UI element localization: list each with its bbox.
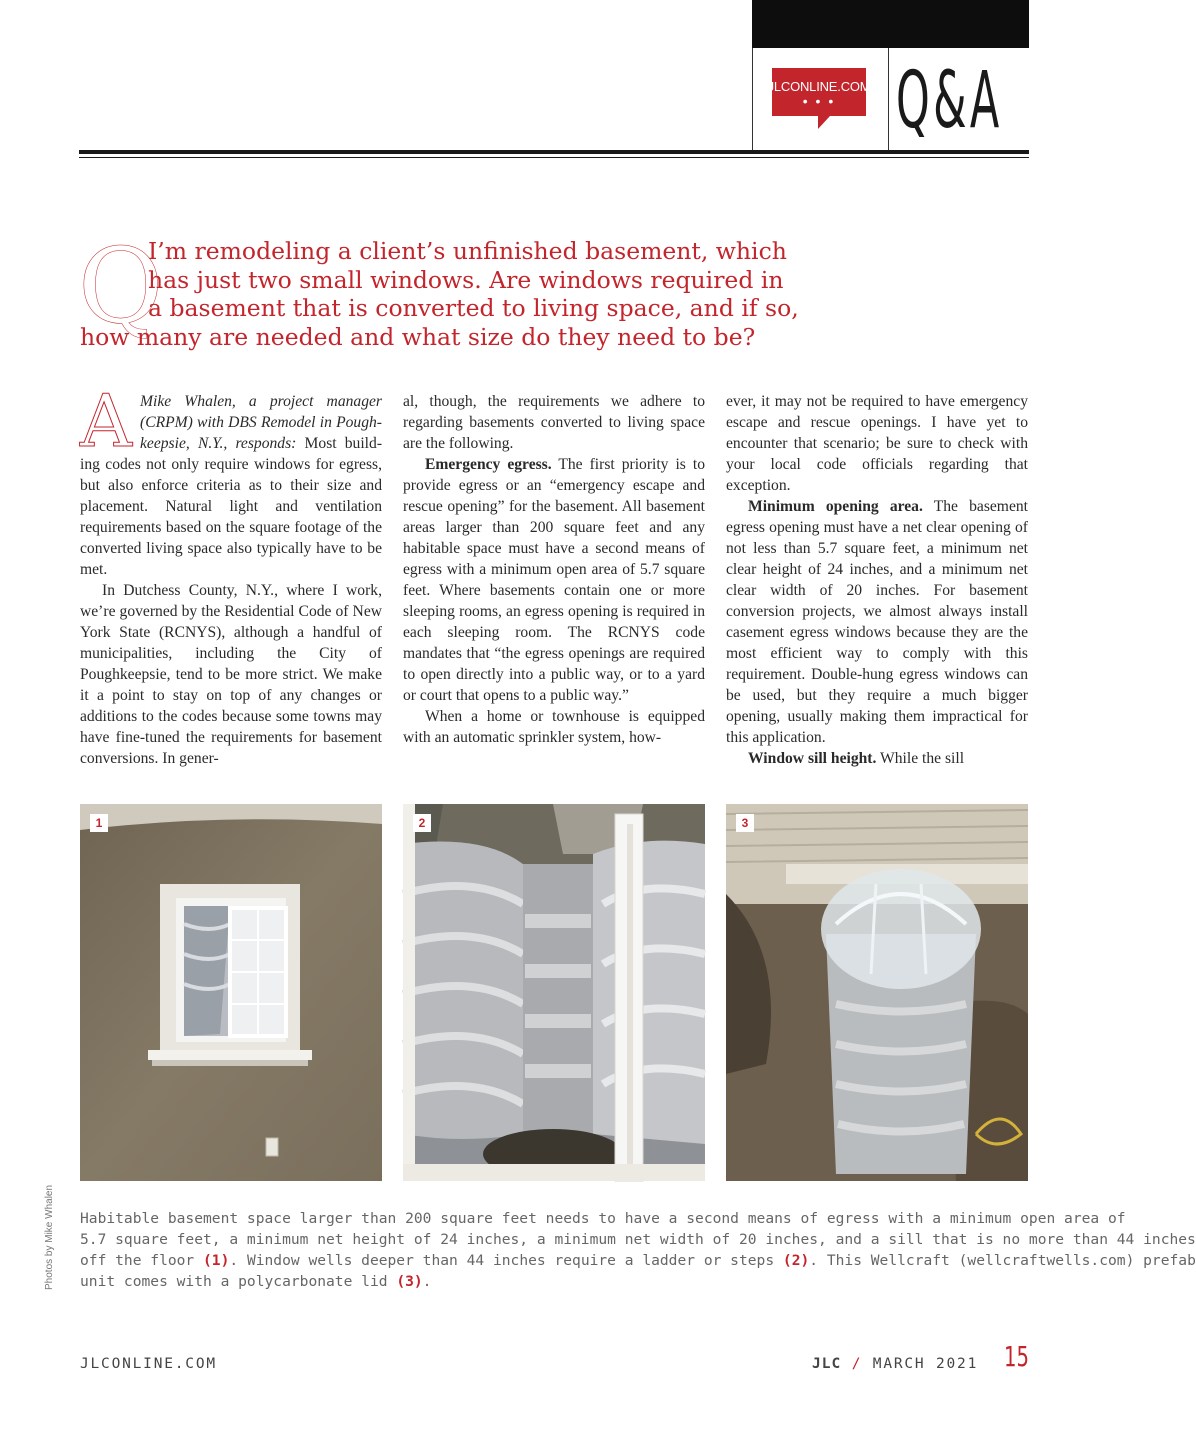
footer-mag: JLC <box>812 1356 842 1372</box>
footer-separator: / <box>841 1356 873 1372</box>
photo-number-badge: 1 <box>90 814 108 832</box>
answer-initial: A <box>80 379 132 463</box>
logo-dots: • • • <box>802 92 836 109</box>
photo-window-well-steps <box>403 804 705 1181</box>
caption-photo-ref: (2) <box>782 1252 810 1269</box>
caption-text: . <box>422 1273 432 1290</box>
answer-intro-line <box>80 433 382 454</box>
footer-issue <box>812 1356 978 1372</box>
subhead: Minimum opening area. <box>748 498 923 515</box>
caption-text: . This Wellcraft (wellcraftwells.com) prefab <box>809 1252 1196 1269</box>
jlc-logo[interactable] <box>767 68 871 116</box>
logo-text: JLCONLINE.COM <box>767 78 871 94</box>
photo-prefab-well-lid <box>726 804 1028 1181</box>
body-paragraph: al, though, the requirements we adhere to regarding basements converted to living space are the following. <box>403 393 705 452</box>
caption-line: Habitable basement space larger than 200 square feet needs to have a second means of egress with a minimum open area of <box>80 1210 1126 1227</box>
body-paragraph: In Dutchess County, N.Y., where I work, we’re governed by the Residential Code of New York State (RCNYS), although a handful of municipalities, including the City of Poughkeepsie, tend to be more strict. We make it a point to stay on top of any changes or additions to the codes because some towns may have fine-tuned the requirements for basement conversions. In gener- <box>80 582 382 767</box>
body-text: The first priority is to provide egress or an “emergency escape and rescue opening” for the basement. All basement areas larger than 200 square feet and any habitable space must have a second means of egress with a minimum open area of 5.7 square feet. Where basements contain one or more sleeping rooms, an egress opening is required in each sleeping room. The RCNYS code mandates that “the egress openings are required to open directly into a public way, or to a yard or court that opens to a public way.” <box>403 456 705 704</box>
photo-caption <box>80 1208 1196 1292</box>
speech-bubble-tail-icon <box>818 116 830 129</box>
question-line: has just two small windows. Are windows required in <box>148 265 784 294</box>
body-text: While the sill <box>876 750 965 767</box>
author-intro: (CRPM) with DBS Remodel in Pough- <box>140 414 382 431</box>
subhead: Emergency egress. <box>425 456 552 473</box>
caption-line <box>80 1250 1196 1271</box>
question-initial: Q <box>78 225 164 347</box>
page-number: 15 <box>1004 1340 1029 1373</box>
caption-photo-ref: (3) <box>396 1273 423 1290</box>
answer-intro-line <box>80 391 382 412</box>
footer-site[interactable]: JLCONLINE.COM <box>80 1356 217 1372</box>
body-text: Most build- <box>296 435 383 452</box>
author-intro: Mike Whalen, a project manager <box>140 393 382 410</box>
header-rule <box>79 150 1029 154</box>
article-column-2 <box>403 391 705 748</box>
article-column-3 <box>726 391 1028 769</box>
caption-text: unit comes with a polycarbonate lid <box>80 1273 397 1290</box>
question-line: I’m remodeling a client’s unfinished basement, which <box>148 237 787 265</box>
header-divider <box>752 48 753 152</box>
section-title: Q&A <box>896 56 1003 146</box>
footer-date: MARCH 2021 <box>872 1356 979 1372</box>
caption-photo-ref: (1) <box>203 1252 230 1269</box>
question-line: a basement that is converted to living space, and if so, <box>148 294 799 323</box>
photo-number-badge: 3 <box>736 814 754 832</box>
caption-line: 5.7 square feet, a minimum net height of 24 inches, a minimum net width of 20 inches, and a sill that is no more than 44 inches <box>80 1231 1196 1248</box>
window-well-illustration <box>403 804 705 1181</box>
photo-number-badge: 2 <box>413 814 431 832</box>
author-intro: keepsie, N.Y., responds: <box>140 435 297 452</box>
subhead: Window sill height. <box>748 750 877 767</box>
caption-text: . Window wells deeper than 44 inches require a ladder or steps <box>229 1252 783 1269</box>
photo-credit: Photos by Mike Whalen <box>44 1184 55 1290</box>
caption-text: off the floor <box>80 1252 204 1269</box>
answer-intro-line <box>80 412 382 433</box>
body-paragraph: When a home or townhouse is equipped with an automatic sprinkler system, how- <box>403 708 705 746</box>
body-paragraph <box>726 496 1028 748</box>
body-paragraph <box>726 748 1028 769</box>
question-text <box>80 237 840 352</box>
prefab-well-illustration <box>726 804 1028 1181</box>
body-paragraph: ever, it may not be required to have emergency escape and rescue openings. I have yet to encounter that scenario; be sure to check with your local code officials regarding that exception. <box>726 393 1028 494</box>
body-paragraph: ing codes not only require windows for egress, but also enforce criteria as to their size and placement. Natural light and ventilation requirements based on the square footage of the converted living space also typically have to be met. <box>80 456 382 578</box>
basement-window-illustration <box>80 804 382 1181</box>
question-line: how many are needed and what size do they need to be? <box>80 323 756 352</box>
body-paragraph <box>403 454 705 706</box>
header-black-bar <box>752 0 1029 48</box>
photo-basement-window <box>80 804 382 1181</box>
body-text: The basement egress opening must have a net clear opening of not less than 5.7 square feet, a minimum net clear height of 24 inches, and a minimum net clear width of 20 inches. For basement conversion projects, we almost always install casement egress windows because they are the most efficient way to comply with this requirement. Double-hung egress windows can be used, but they require a much bigger opening, usually making them impractical for this application. <box>726 498 1028 746</box>
header-rule-thin <box>79 157 1029 158</box>
caption-line <box>80 1271 1040 1292</box>
header-divider <box>888 48 889 152</box>
article-column-1 <box>80 391 382 769</box>
